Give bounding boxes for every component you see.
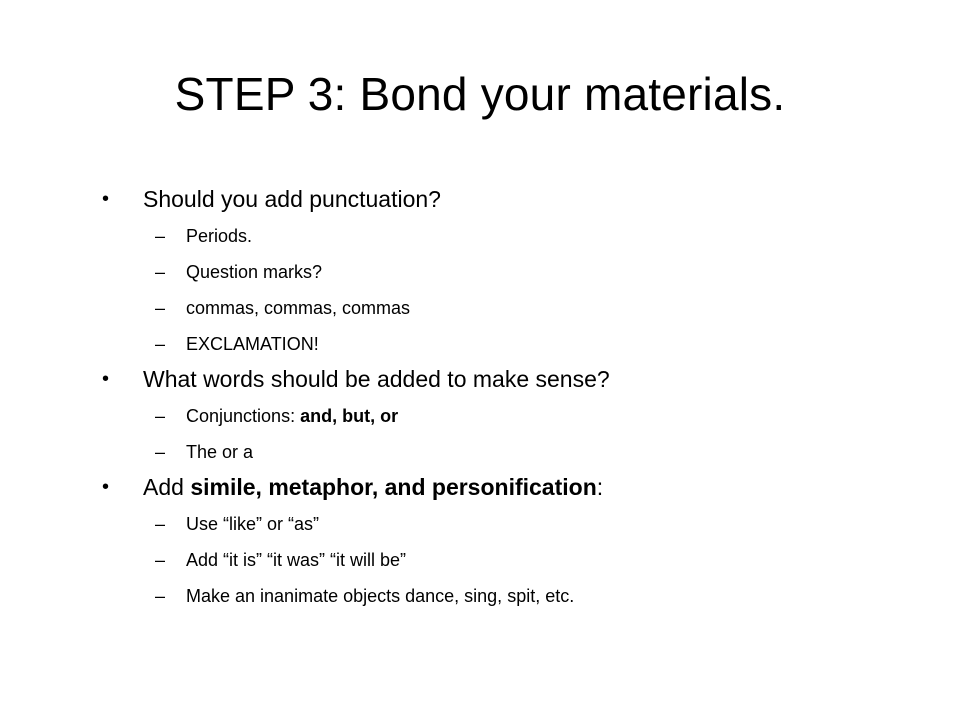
bullet-item-words	[100, 362, 900, 396]
sub-item	[100, 398, 900, 434]
sub-item	[100, 578, 900, 614]
bullet-text-suffix: :	[596, 474, 604, 500]
bullet-text: What words should be added to make sense?	[143, 366, 610, 392]
dash-icon: –	[155, 514, 166, 534]
sub-item-text: Add “it is” “it was” “it will be”	[186, 550, 407, 570]
sub-item	[100, 290, 900, 326]
bullet-text: Should you add punctuation?	[143, 186, 441, 212]
sub-item	[100, 434, 900, 470]
sub-item	[100, 542, 900, 578]
sub-item-text: commas, commas, commas	[186, 298, 411, 318]
sub-item-text-bold: and, but, or	[300, 406, 399, 426]
sub-item	[100, 326, 900, 362]
sub-item	[100, 254, 900, 290]
dash-icon: –	[155, 550, 166, 570]
sub-item-text: Make an inanimate objects dance, sing, spit, etc.	[186, 586, 575, 606]
dash-icon: –	[155, 262, 166, 282]
bullet-item-punctuation	[100, 182, 900, 216]
slide-title: STEP 3: Bond your materials.	[174, 68, 786, 120]
dash-icon: –	[155, 298, 166, 318]
sub-item-text: Use “like” or “as”	[186, 514, 320, 534]
dash-icon: –	[155, 226, 166, 246]
bullet-dot-icon: •	[102, 368, 110, 390]
bullet-text-prefix: Add	[143, 474, 191, 500]
bullet-text-bold: simile, metaphor, and personification	[190, 474, 597, 500]
bullet-list	[100, 182, 900, 614]
dash-icon: –	[155, 334, 166, 354]
dash-icon: –	[155, 442, 166, 462]
sub-item-text: EXCLAMATION!	[186, 334, 319, 354]
sub-item	[100, 218, 900, 254]
bullet-item-figurative	[100, 470, 900, 504]
bullet-dot-icon: •	[102, 476, 110, 498]
sub-item-text: Question marks?	[186, 262, 323, 282]
bullet-dot-icon: •	[102, 188, 110, 210]
sub-item-text-prefix: Conjunctions:	[186, 406, 301, 426]
sub-item-text: The or a	[186, 442, 254, 462]
dash-icon: –	[155, 586, 166, 606]
sub-item	[100, 506, 900, 542]
sub-item-text: Periods.	[186, 226, 253, 246]
dash-icon: –	[155, 406, 166, 426]
